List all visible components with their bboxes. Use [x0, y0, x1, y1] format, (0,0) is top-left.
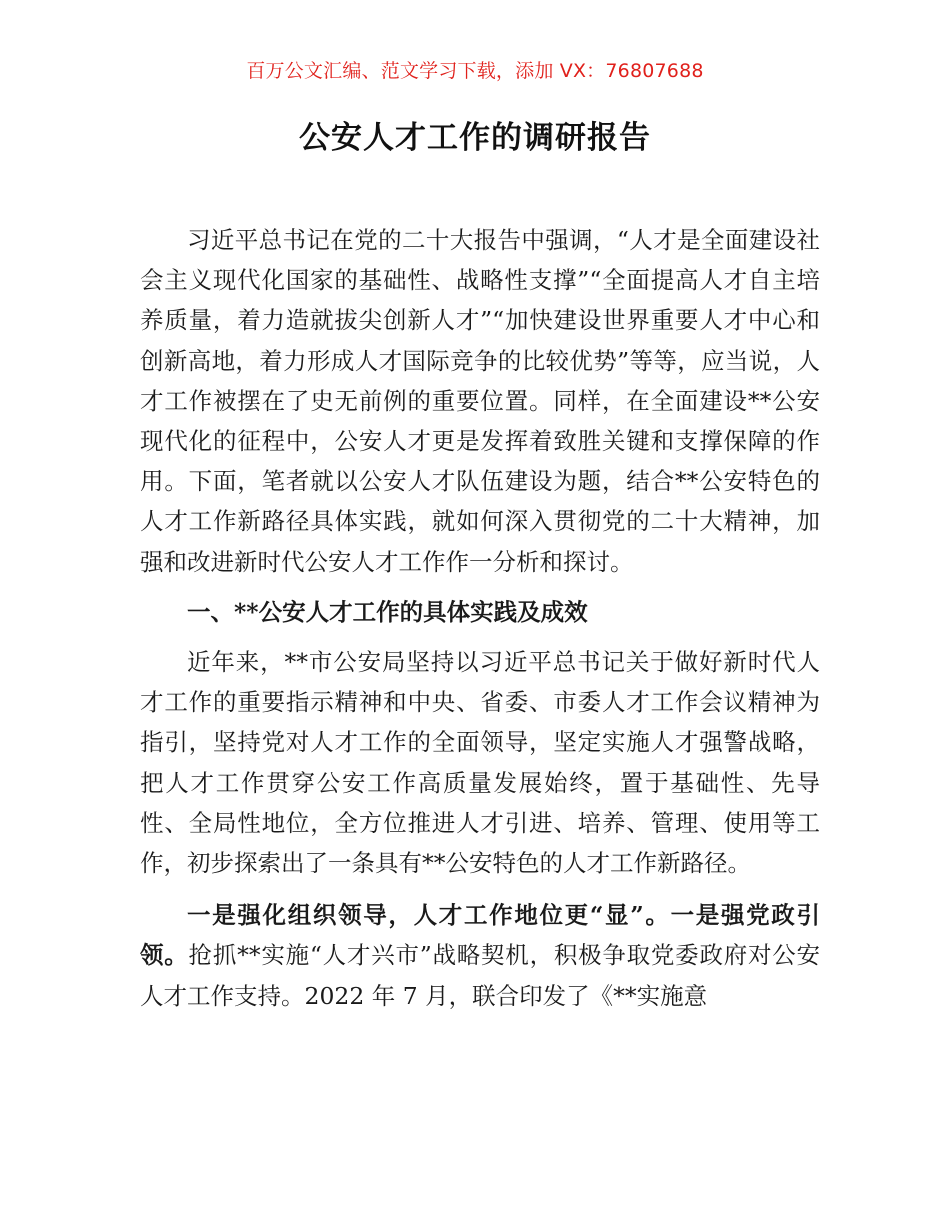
section-heading-1: 一、**公安人才工作的具体实践及成效 [187, 597, 588, 626]
document-body [140, 220, 820, 1016]
practice-paragraph: 近年来，**市公安局坚持以习近平总书记关于做好新时代人才工作的重要指示精神和中央、省委、市委人才工作会议精神为指引，坚持党对人才工作的全面领导，坚定实施人才强警战略，把人才工作贯穿公安工作高质量发展始终，置于基础性、先导性、全局性地位，全方位推进人才引进、培养、管理、使用等工作，初步探索出了一条具有**公安特色的人才工作新路径。 [140, 648, 820, 878]
intro-paragraph: 习近平总书记在党的二十大报告中强调，“人才是全面建设社会主义现代化国家的基础性、战略性支撑”“全面提高人才自主培养质量，着力造就拔尖创新人才”“加快建设世界重要人才中心和创新高地，着力形成人才国际竞争的比较优势”等等，应当说，人才工作被摆在了史无前例的重要位置。同样，在全面建设**公安现代化的征程中，公安人才更是发挥着致胜关键和支撑保障的作用。下面，笔者就以公安人才队伍建设为题，结合**公安特色的人才工作新路径具体实践，就如何深入贯彻党的二十大精神，加强和改进新时代公安人才工作作一分析和探讨。 [140, 226, 820, 576]
document-title: 公安人才工作的调研报告 [299, 120, 651, 156]
promo-banner: 百万公文汇编、范文学习下载，添加 VX：76807688 [246, 60, 704, 82]
leadership-paragraph-text: 抢抓**实施“人才兴市”战略契机，积极争取党委政府对公安人才工作支持。2022 年 7 月，联合印发了《**实施意 [140, 941, 821, 1010]
leadership-paragraph-lead: 一是强化组织领导，人才工作地位更“显”。一是强党政引领。 [140, 901, 820, 970]
leadership-paragraph [140, 895, 820, 1016]
